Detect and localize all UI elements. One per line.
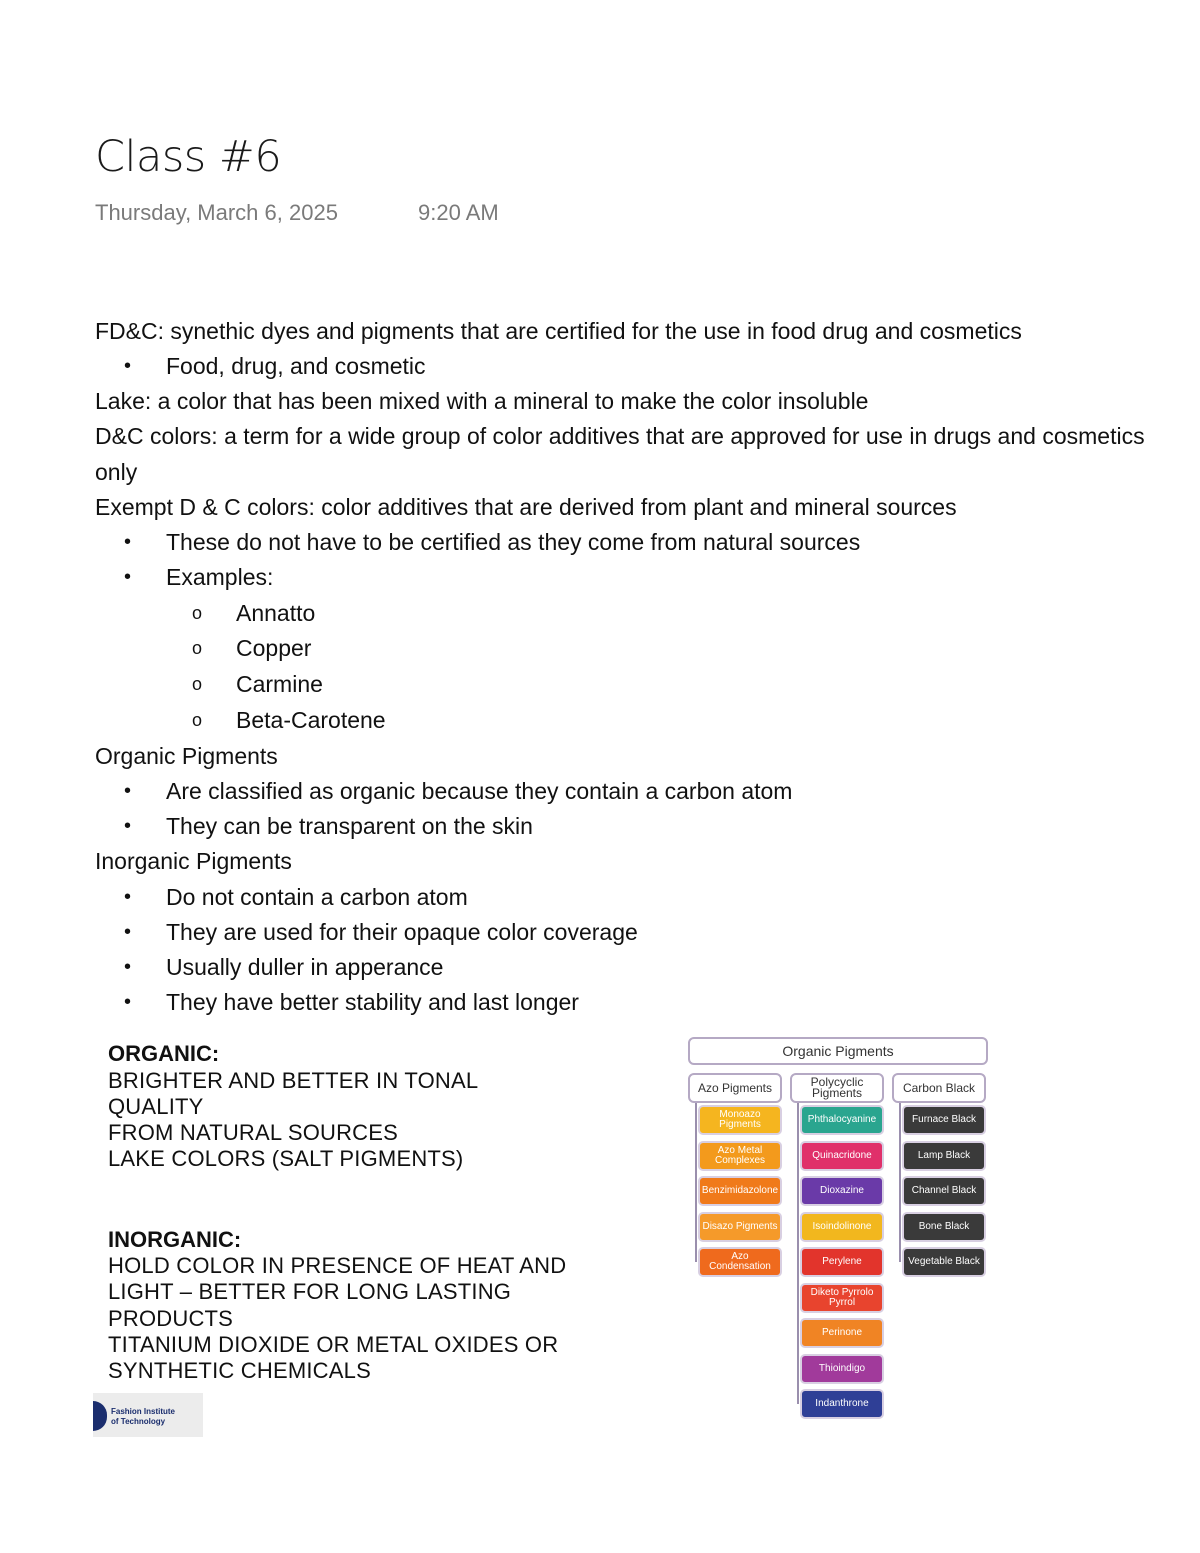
bullet-icon: • <box>124 780 132 802</box>
diagram-group-label: Azo Pigments <box>697 1080 773 1095</box>
diagram-group-box <box>892 1073 986 1103</box>
diagram-group-label: Carbon Black <box>902 1080 976 1095</box>
bullet-icon: • <box>124 921 132 943</box>
sub-list-item <box>192 669 323 699</box>
lake-definition: Lake: a color that has been mixed with a mineral to make the color insoluble <box>95 388 869 414</box>
list-item <box>124 527 861 557</box>
list-item-text: They are used for their opaque color coverage <box>166 919 638 945</box>
exempt-definition: Exempt D & C colors: color additives that are derived from plant and mineral sources <box>95 494 957 520</box>
bullet-icon: • <box>124 991 132 1013</box>
slide-inorganic-title: INORGANIC: <box>108 1227 242 1252</box>
slide-text-line: SYNTHETIC CHEMICALS <box>108 1358 371 1383</box>
list-item-text: Are classified as organic because they contain a carbon atom <box>166 778 793 804</box>
list-item-text: Do not contain a carbon atom <box>166 884 468 910</box>
slide-organic-title: ORGANIC: <box>108 1041 220 1066</box>
sub-list-item <box>192 598 316 628</box>
list-item <box>124 351 426 381</box>
diagram-group-box <box>790 1073 884 1103</box>
pigment-item-label: Diketo Pyrrolo Pyrrol <box>810 1286 874 1308</box>
pigment-item <box>800 1141 884 1171</box>
pigment-item <box>698 1176 782 1206</box>
list-item <box>124 987 579 1017</box>
list-item-text: Annatto <box>236 600 316 626</box>
pigment-item-label: Azo Metal Complexes <box>714 1144 766 1166</box>
sub-list-item <box>192 705 386 735</box>
slide-text-line: LAKE COLORS (SALT PIGMENTS) <box>108 1146 464 1171</box>
organic-heading: Organic Pigments <box>95 743 278 769</box>
diagram-group-label: Polycyclic Pigments <box>810 1075 864 1100</box>
logo-mark-icon <box>93 1401 107 1431</box>
pigment-item-label: Phthalocyanine <box>807 1114 877 1125</box>
pigment-item <box>698 1105 782 1135</box>
embedded-slide-image <box>93 1033 593 1443</box>
list-item-text: Carmine <box>236 671 323 697</box>
fdc-definition: FD&C: synethic dyes and pigments that are certified for the use in food drug and cosmetics <box>95 318 1022 344</box>
circle-bullet-icon: o <box>192 603 203 623</box>
circle-bullet-icon: o <box>192 674 203 694</box>
pigment-item-label: Azo Condensation <box>709 1251 771 1272</box>
pigment-item <box>902 1247 986 1277</box>
circle-bullet-icon: o <box>192 638 203 658</box>
pigment-item-label: Bone Black <box>918 1220 970 1232</box>
page-title: Class #6 <box>95 132 282 182</box>
pigment-item-label: Isoindolinone <box>812 1220 872 1232</box>
list-item-text: Beta-Carotene <box>236 707 386 733</box>
note-date: Thursday, March 6, 2025 <box>95 200 338 225</box>
slide-text-line: FROM NATURAL SOURCES <box>108 1120 399 1145</box>
list-item <box>124 882 468 912</box>
circle-bullet-icon: o <box>192 710 203 730</box>
logo-text-line: Fashion Institute <box>111 1407 175 1416</box>
pigment-item <box>698 1141 782 1171</box>
list-item-text: They can be transparent on the skin <box>166 813 533 839</box>
pigment-item-label: Perylene <box>822 1256 862 1267</box>
pigment-item <box>902 1176 986 1206</box>
diagram-connector <box>899 1103 901 1262</box>
bullet-icon: • <box>124 355 132 377</box>
pigment-item-label: Indanthrone <box>815 1398 869 1409</box>
pigment-item-label: Channel Black <box>911 1185 977 1196</box>
pigment-item <box>902 1141 986 1171</box>
diagram-root-box <box>688 1037 988 1065</box>
list-item <box>124 952 444 982</box>
diagram-root-label: Organic Pigments <box>782 1042 894 1059</box>
inorganic-heading: Inorganic Pigments <box>95 848 292 874</box>
bullet-icon: • <box>124 566 132 588</box>
slide-text-line: QUALITY <box>108 1094 204 1119</box>
pigment-item <box>800 1354 884 1384</box>
pigment-item <box>902 1105 986 1135</box>
list-item <box>124 811 533 841</box>
slide-text-line: BRIGHTER AND BETTER IN TONAL <box>108 1068 479 1093</box>
diagram-connector <box>797 1103 799 1404</box>
pigment-item <box>800 1176 884 1206</box>
pigment-item <box>800 1105 884 1135</box>
pigment-item-label: Furnace Black <box>912 1114 976 1125</box>
bullet-icon: • <box>124 531 132 553</box>
slide-text-line: LIGHT – BETTER FOR LONG LASTING <box>108 1279 512 1304</box>
slide-text-line: HOLD COLOR IN PRESENCE OF HEAT AND <box>108 1253 567 1278</box>
list-item <box>124 776 793 806</box>
pigment-item-label: Vegetable Black <box>908 1256 980 1267</box>
bullet-icon: • <box>124 886 132 908</box>
list-item-text: Usually duller in apperance <box>166 954 444 980</box>
list-item <box>124 917 638 947</box>
pigment-item <box>800 1318 884 1348</box>
diagram-group-box <box>688 1073 782 1103</box>
pigment-item-label: Disazo Pigments <box>702 1220 778 1232</box>
pigment-item <box>800 1212 884 1242</box>
fit-logo <box>93 1393 203 1437</box>
organic-pigments-diagram <box>686 1035 992 1430</box>
list-item-text: Food, drug, and cosmetic <box>166 353 426 379</box>
dc-definition: D&C colors: a term for a wide group of color additives that are approved for use in drugs and cosmetics <box>95 423 1145 449</box>
list-item-text: They have better stability and last longer <box>166 989 579 1015</box>
pigment-item <box>800 1247 884 1277</box>
pigment-item <box>698 1247 782 1277</box>
pigment-item <box>800 1389 884 1419</box>
pigment-item-label: Perinone <box>821 1327 863 1338</box>
bullet-icon: • <box>124 956 132 978</box>
diagram-connector <box>695 1103 697 1262</box>
pigment-item <box>800 1283 884 1313</box>
pigment-item-label: Benzimidazolone <box>701 1185 779 1196</box>
pigment-item <box>902 1212 986 1242</box>
pigment-item-label: Quinacridone <box>812 1149 872 1161</box>
list-item-text: Copper <box>236 635 312 661</box>
pigment-item-label: Thioindigo <box>818 1362 866 1374</box>
sub-list-item <box>192 633 312 663</box>
dc-definition-continued: only <box>95 459 138 485</box>
list-item-text: Examples: <box>166 564 274 590</box>
logo-text-line: of Technology <box>111 1417 166 1426</box>
slide-text-line: PRODUCTS <box>108 1306 234 1331</box>
bullet-icon: • <box>124 815 132 837</box>
note-time: 9:20 AM <box>418 200 499 225</box>
pigment-item-label: Dioxazine <box>820 1185 864 1196</box>
list-item-text: These do not have to be certified as they come from natural sources <box>166 529 861 555</box>
pigment-item-label: Lamp Black <box>917 1149 971 1161</box>
pigment-item-label: Monoazo Pigments <box>719 1109 761 1130</box>
list-item <box>124 562 274 592</box>
slide-text-line: TITANIUM DIOXIDE OR METAL OXIDES OR <box>108 1332 559 1357</box>
pigment-item <box>698 1212 782 1242</box>
